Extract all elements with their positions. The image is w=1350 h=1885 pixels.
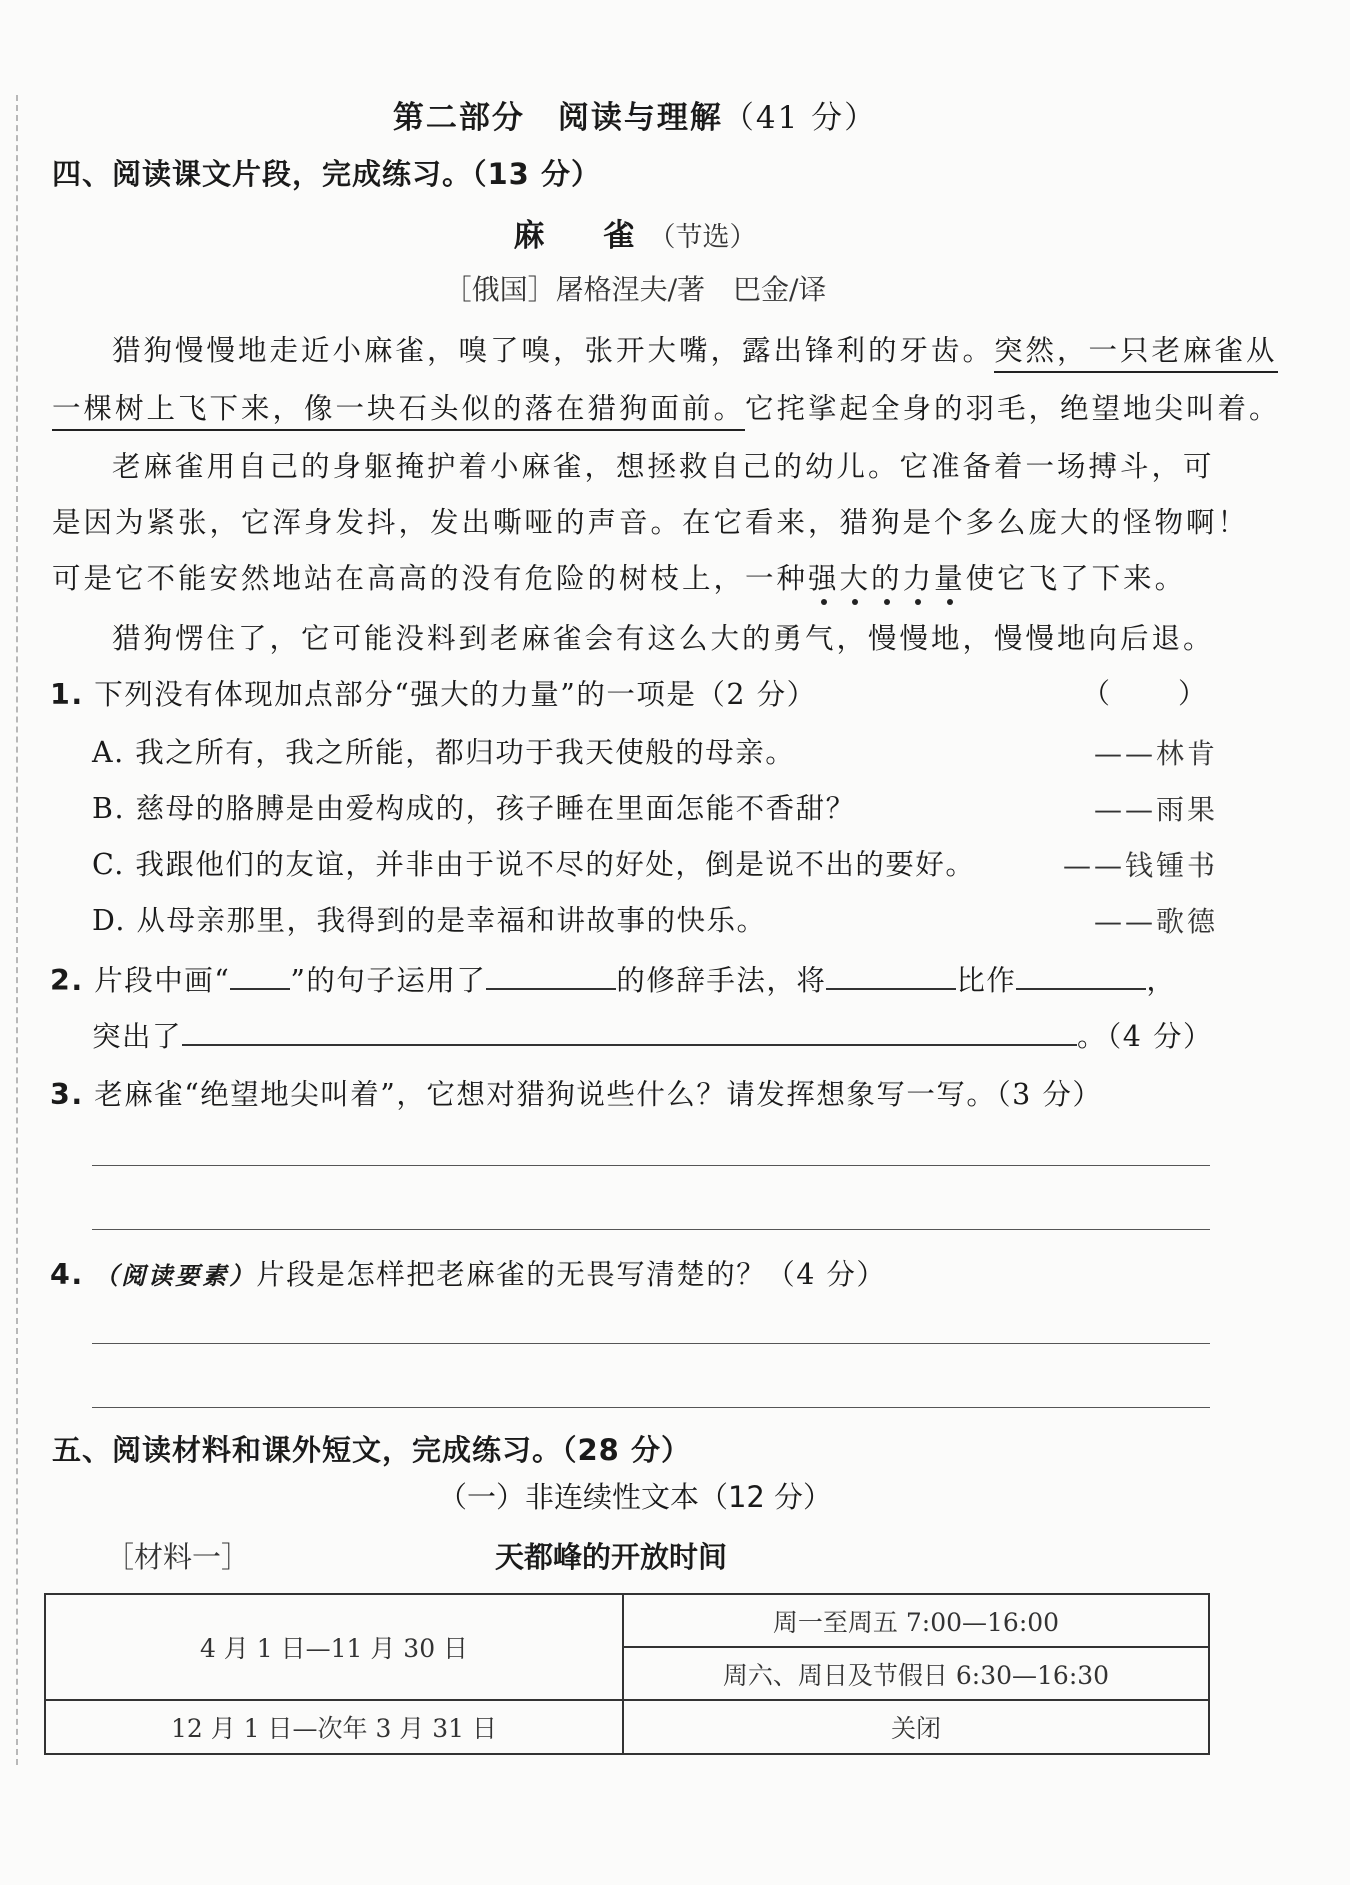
- table-cell-period: 4 月 1 日—11 月 30 日: [45, 1594, 623, 1700]
- q1-stem: [50, 672, 817, 713]
- q4-tag: （阅读要素）: [94, 1262, 257, 1290]
- option-label: D.: [92, 904, 126, 937]
- q1-option-b-source: ——雨果: [1093, 793, 1218, 826]
- q2-text: 比作: [956, 964, 1017, 997]
- passage-author: ［俄国］屠格涅夫/著 巴金/译: [443, 273, 827, 306]
- q4-answer-line[interactable]: [92, 1407, 1210, 1408]
- q3-number: 3.: [50, 1078, 84, 1111]
- q2-text: 的修辞手法，将: [616, 964, 827, 997]
- para2-text-a: 可是它不能安然地站在高高的没有危险的树枝上，一种: [52, 562, 809, 595]
- q2-text: ”的句子运用了: [290, 964, 487, 997]
- dotted-char: 大: [839, 562, 872, 595]
- para1-text-a: 猎狗慢慢地走近小麻雀，嗅了嗅，张开大嘴，露出锋利的牙齿。: [112, 334, 995, 367]
- q1-option-b: [92, 786, 856, 827]
- para1-underlined-1: 突然，一只老麻雀从: [994, 334, 1278, 373]
- passage-title: [0, 210, 1270, 255]
- option-text: 我之所有，我之所能，都归功于我天使般的母亲。: [135, 736, 796, 769]
- underline-mark-sample: [230, 962, 290, 990]
- para2-text-b: 使它飞了下来。: [965, 562, 1187, 595]
- option-label: C.: [92, 848, 125, 881]
- part-title: [0, 92, 1270, 137]
- opening-hours-table: [44, 1593, 1210, 1755]
- q2-blank-object[interactable]: [1016, 962, 1146, 990]
- q4-stem: [50, 1252, 886, 1293]
- q1-option-a-source: ——林肯: [1093, 737, 1218, 770]
- passage-para2-line1: 老麻雀用自己的身躯掩护着小麻雀，想拯救自己的幼儿。它准备着一场搏斗，可: [112, 450, 1215, 483]
- dotted-char: 的: [871, 562, 903, 595]
- table-cell-hours: 周六、周日及节假日 6:30—16:30: [623, 1647, 1209, 1700]
- q2-blank-subject[interactable]: [826, 962, 956, 990]
- q1-option-c: [92, 842, 975, 883]
- q3-answer-line[interactable]: [92, 1229, 1210, 1230]
- q2-stem-line1: [50, 958, 1176, 999]
- table-title: 天都峰的开放时间: [495, 1540, 728, 1574]
- table-cell-hours: 关闭: [623, 1700, 1209, 1754]
- q2-number: 2.: [50, 964, 84, 997]
- q2-blank-effect[interactable]: [182, 1018, 1077, 1046]
- dotted-char: 量: [934, 562, 966, 595]
- option-label: B.: [92, 792, 126, 825]
- option-text: 我跟他们的友谊，并非由于说不尽的好处，倒是说不出的要好。: [135, 848, 976, 881]
- q2-text: 突出了: [92, 1020, 183, 1053]
- table-cell-hours: 周一至周五 7:00—16:00: [623, 1594, 1209, 1647]
- section5-sub-heading: （一）非连续性文本（12 分）: [437, 1480, 833, 1514]
- passage-para2-line3: [52, 556, 1262, 597]
- q1-option-c-source: ——钱锺书: [1062, 849, 1218, 882]
- q2-text: 。（4 分）: [1077, 1020, 1213, 1053]
- q3-text: 老麻雀“绝望地尖叫着”，它想对猎狗说些什么？请发挥想象写一写。（3 分）: [94, 1078, 1103, 1111]
- dotted-char: 力: [902, 562, 935, 595]
- section5-heading: 五、阅读材料和课外短文，完成练习。（28 分）: [52, 1433, 691, 1467]
- q4-text: 片段是怎样把老麻雀的无畏写清楚的？（4 分）: [256, 1258, 887, 1291]
- q2-stem-line2: [92, 1014, 1213, 1055]
- q1-answer-paren[interactable]: （ ）: [1081, 677, 1210, 710]
- option-text: 慈母的胳膊是由爱构成的，孩子睡在里面怎能不香甜？: [135, 792, 856, 825]
- q2-text: ，: [1146, 964, 1177, 997]
- table-row: [45, 1700, 1209, 1754]
- option-label: A.: [92, 736, 125, 769]
- q1-text: 下列没有体现加点部分“强大的力量”的一项是（2 分）: [94, 678, 817, 711]
- q1-option-d: [92, 898, 766, 939]
- passage-title-note: （节选）: [648, 222, 757, 253]
- passage-para1-line2: [52, 386, 1281, 427]
- passage-para2-line2: 是因为紧张，它浑身发抖，发出嘶哑的声音。在它看来，猎狗是个多么庞大的怪物啊！: [52, 506, 1250, 539]
- para1-underlined-2: 一棵树上飞下来，像一块石头似的落在猎狗面前。: [52, 392, 745, 431]
- section4-heading: 四、阅读课文片段，完成练习。（13 分）: [52, 157, 601, 191]
- passage-para1-line1: [52, 328, 1278, 369]
- passage-para3: 猎狗愣住了，它可能没料到老麻雀会有这么大的勇气，慢慢地，慢慢地向后退。: [112, 622, 1215, 655]
- part-title-points: （41 分）: [722, 100, 878, 136]
- passage-title-text: 麻 雀: [513, 218, 649, 254]
- part-title-main: 第二部分 阅读与理解: [392, 100, 723, 136]
- q4-number: 4.: [50, 1258, 84, 1291]
- material-label: ［材料一］: [105, 1540, 251, 1574]
- para1-text-b: 它挓挲起全身的羽毛，绝望地尖叫着。: [745, 392, 1281, 425]
- q3-stem: [50, 1072, 1102, 1113]
- q1-number: 1.: [50, 678, 84, 711]
- q1-option-a: [92, 730, 795, 771]
- q4-answer-line[interactable]: [92, 1343, 1210, 1344]
- dotted-char: 强: [808, 562, 840, 595]
- q3-answer-line[interactable]: [92, 1165, 1210, 1166]
- table-cell-period: 12 月 1 日—次年 3 月 31 日: [45, 1700, 623, 1754]
- table-row: [45, 1594, 1209, 1647]
- q2-blank-rhetoric[interactable]: [486, 962, 616, 990]
- option-text: 从母亲那里，我得到的是幸福和讲故事的快乐。: [136, 904, 767, 937]
- q1-option-d-source: ——歌德: [1093, 905, 1218, 938]
- q2-text: 片段中画“: [94, 964, 231, 997]
